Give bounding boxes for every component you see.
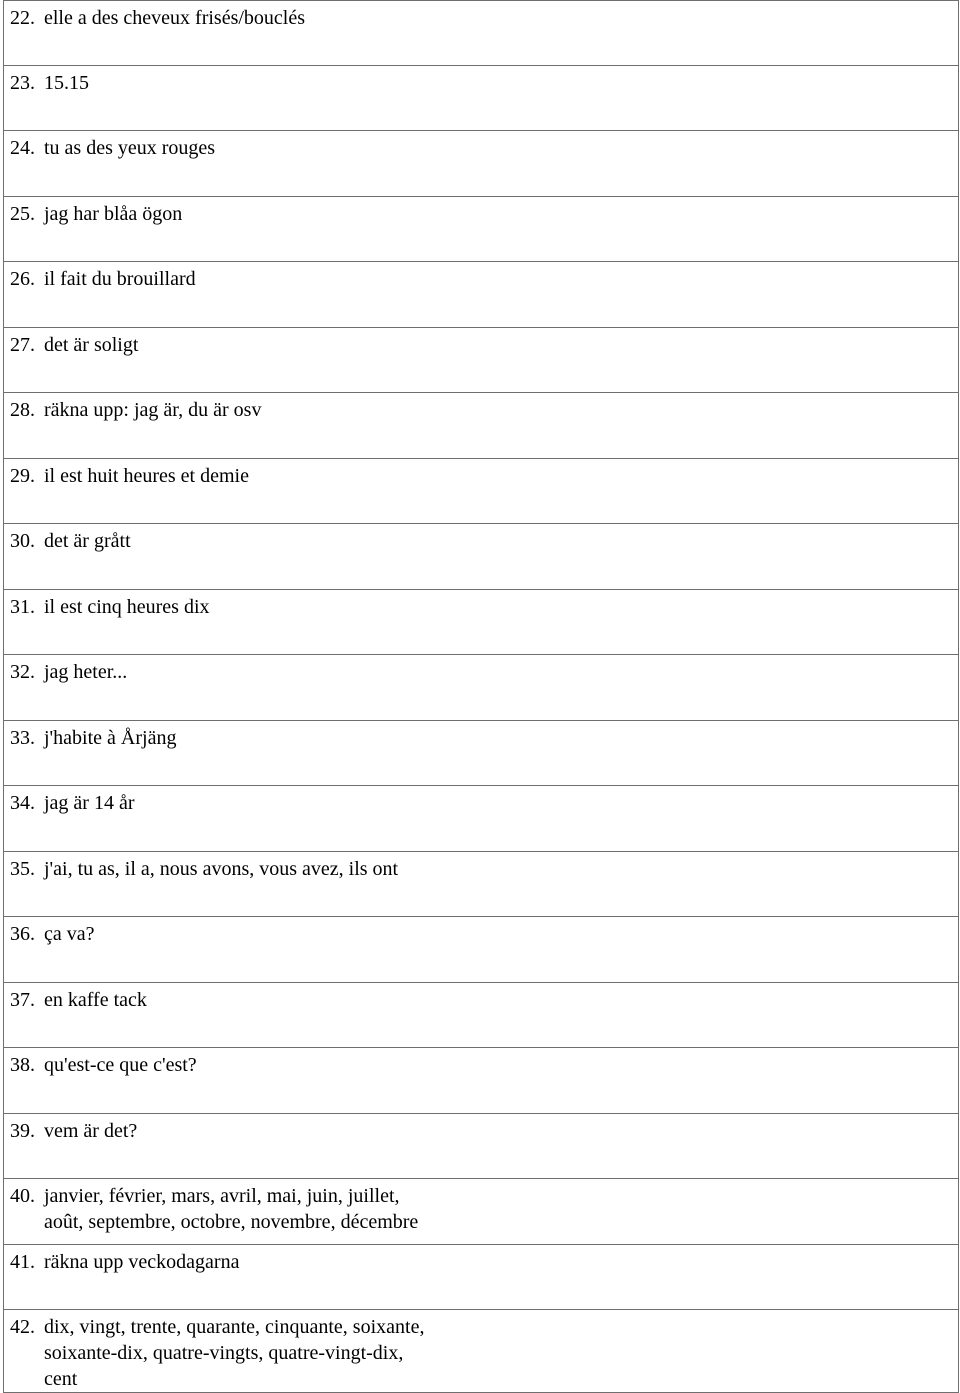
- item-number: 23.: [10, 72, 35, 94]
- table-row: [4, 1310, 958, 1393]
- exercise-table: [3, 0, 959, 1393]
- item-text: qu'est-ce que c'est?: [44, 1054, 197, 1076]
- item-text: elle a des cheveux frisés/bouclés: [44, 7, 306, 29]
- table-row: [4, 524, 958, 590]
- table-row: [4, 1179, 958, 1245]
- item-number: 24.: [10, 137, 35, 159]
- table-row: [4, 393, 958, 459]
- table-row: [4, 131, 958, 197]
- item-number: 41.: [10, 1251, 35, 1273]
- item-number: 38.: [10, 1054, 35, 1076]
- item-text: tu as des yeux rouges: [44, 137, 216, 159]
- item-text: j'ai, tu as, il a, nous avons, vous avez, ils ont: [44, 858, 399, 880]
- item-number: 42.: [10, 1316, 35, 1338]
- table-row: [4, 983, 958, 1048]
- item-number: 40.: [10, 1185, 35, 1207]
- item-number: 25.: [10, 203, 35, 225]
- table-row: [4, 655, 958, 721]
- item-text: dix, vingt, trente, quarante, cinquante, soixante, soixante-dix, quatre-vingts, quatre-vingt-dix, cent: [44, 1316, 425, 1390]
- item-text: 15.15: [44, 72, 89, 94]
- item-text: il est cinq heures dix: [44, 596, 210, 618]
- item-text: jag har blåa ögon: [44, 203, 183, 225]
- table-row: [4, 262, 958, 328]
- item-number: 39.: [10, 1120, 35, 1142]
- item-number: 37.: [10, 989, 35, 1011]
- item-text: det är soligt: [44, 334, 139, 356]
- item-text: en kaffe tack: [44, 989, 147, 1011]
- table-row: [4, 721, 958, 786]
- table-row: [4, 459, 958, 524]
- item-text: det är grått: [44, 530, 131, 552]
- item-number: 32.: [10, 661, 35, 683]
- item-number: 29.: [10, 465, 35, 487]
- table-row: [4, 852, 958, 917]
- item-number: 35.: [10, 858, 35, 880]
- item-text: vem är det?: [44, 1120, 138, 1142]
- item-text: ça va?: [44, 923, 95, 945]
- table-row: [4, 328, 958, 393]
- item-number: 36.: [10, 923, 35, 945]
- table-row: [4, 1245, 958, 1310]
- item-text: räkna upp veckodagarna: [44, 1251, 240, 1273]
- table-row: [4, 590, 958, 655]
- item-text: j'habite à Årjäng: [44, 727, 177, 749]
- item-text: il fait du brouillard: [44, 268, 196, 290]
- item-number: 26.: [10, 268, 35, 290]
- item-text: räkna upp: jag är, du är osv: [44, 399, 262, 421]
- table-row: [4, 1114, 958, 1179]
- item-number: 22.: [10, 7, 35, 29]
- item-text: jag är 14 år: [44, 792, 135, 814]
- table-row: [4, 1048, 958, 1114]
- item-text: jag heter...: [44, 661, 128, 683]
- item-text: il est huit heures et demie: [44, 465, 249, 487]
- item-number: 28.: [10, 399, 35, 421]
- table-row: [4, 0, 958, 66]
- table-row: [4, 786, 958, 852]
- item-number: 31.: [10, 596, 35, 618]
- table-row: [4, 66, 958, 131]
- item-text: janvier, février, mars, avril, mai, juin, juillet, août, septembre, octobre, novembre, décembre: [44, 1185, 419, 1233]
- item-number: 27.: [10, 334, 35, 356]
- item-number: 34.: [10, 792, 35, 814]
- item-number: 30.: [10, 530, 35, 552]
- table-row: [4, 197, 958, 262]
- item-number: 33.: [10, 727, 35, 749]
- table-row: [4, 917, 958, 983]
